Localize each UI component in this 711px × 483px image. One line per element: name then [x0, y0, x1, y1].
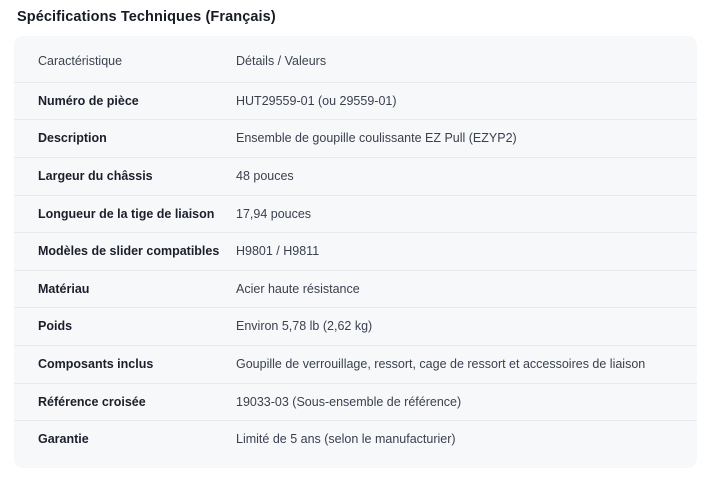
table-body: [14, 82, 697, 458]
table-header-row: [14, 44, 697, 82]
row-label: Matériau: [14, 270, 236, 308]
table-row: [14, 308, 697, 346]
row-value: Environ 5,78 lb (2,62 kg): [236, 308, 697, 346]
table-row: [14, 383, 697, 421]
row-label: Longueur de la tige de liaison: [14, 195, 236, 233]
table-row: [14, 346, 697, 384]
row-value: Goupille de verrouillage, ressort, cage de ressort et accessoires de liaison: [236, 346, 697, 384]
row-value: H9801 / H9811: [236, 233, 697, 271]
table-row: [14, 421, 697, 458]
table-header: [14, 44, 697, 82]
row-value: 19033-03 (Sous-ensemble de référence): [236, 383, 697, 421]
row-value: Ensemble de goupille coulissante EZ Pull (EZYP2): [236, 120, 697, 158]
table-row: [14, 82, 697, 120]
row-label: Composants inclus: [14, 346, 236, 384]
row-value: HUT29559-01 (ou 29559-01): [236, 82, 697, 120]
row-value: 48 pouces: [236, 157, 697, 195]
row-label: Modèles de slider compatibles: [14, 233, 236, 271]
row-value: Limité de 5 ans (selon le manufacturier): [236, 421, 697, 458]
specifications-table: [14, 44, 697, 458]
row-label: Largeur du châssis: [14, 157, 236, 195]
row-label: Poids: [14, 308, 236, 346]
row-label: Numéro de pièce: [14, 82, 236, 120]
row-value: Acier haute résistance: [236, 270, 697, 308]
row-label: Garantie: [14, 421, 236, 458]
row-label: Référence croisée: [14, 383, 236, 421]
specifications-card: [14, 36, 697, 468]
column-header-characteristic: Caractéristique: [38, 54, 123, 68]
row-value: 17,94 pouces: [236, 195, 697, 233]
table-row: [14, 270, 697, 308]
table-row: [14, 157, 697, 195]
page-title: Spécifications Techniques (Français): [17, 9, 276, 25]
column-header-details: Détails / Valeurs: [236, 54, 327, 68]
row-label: Description: [14, 120, 236, 158]
table-row: [14, 195, 697, 233]
table-row: [14, 120, 697, 158]
table-row: [14, 233, 697, 271]
